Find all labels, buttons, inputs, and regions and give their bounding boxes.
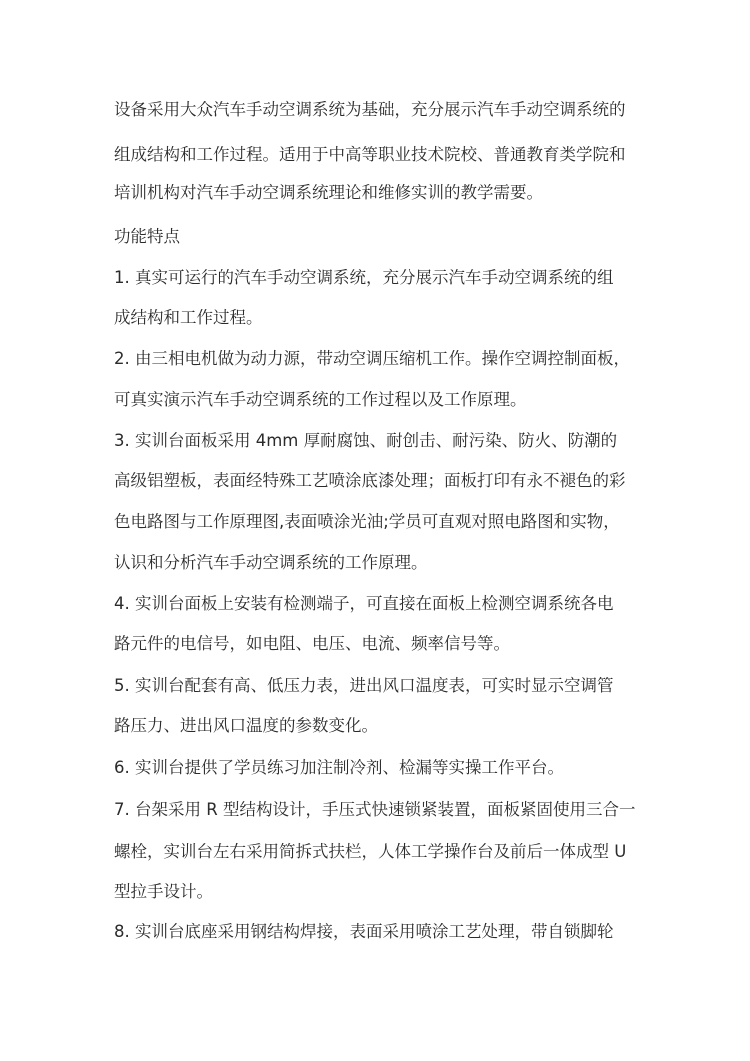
list-item-line: 型拉手设计。 [114,882,213,901]
list-item-line: 可真实演示汽车手动空调系统的工作过程以及工作原理。 [114,390,527,409]
text-line: 组成结构和工作过程。适用于中高等职业技术院校、普通教育类学院和 [114,145,626,164]
list-item-line: 3. 实训台面板采用 4mm 厚耐腐蚀、耐创击、耐污染、防火、防潮的 [114,431,618,450]
section-heading: 功能特点 [114,227,180,246]
list-item-line: 8. 实训台底座采用钢结构焊接，表面采用喷涂工艺处理，带自锁脚轮 [114,922,614,941]
list-item-line: 5. 实训台配套有高、低压力表，进出风口温度表，可实时显示空调管 [114,676,614,695]
list-item-line: 4. 实训台面板上安装有检测端子，可直接在面板上检测空调系统各电 [114,594,614,613]
list-item-line: 色电路图与工作原理图,表面喷涂光油;学员可直观对照电路图和实物， [114,512,620,531]
list-item-line: 2. 由三相电机做为动力源，带动空调压缩机工作。操作空调控制面板， [114,349,630,368]
list-item-line: 1. 真实可运行的汽车手动空调系统，充分展示汽车手动空调系统的组 [114,268,614,287]
text-line: 设备采用大众汽车手动空调系统为基础，充分展示汽车手动空调系统的 [114,100,626,119]
list-item-line: 螺栓，实训台左右采用简拆式扶栏，人体工学操作台及前后一体成型 U [114,842,627,861]
list-item-line: 成结构和工作过程。 [114,308,263,327]
text-line: 培训机构对汽车手动空调系统理论和维修实训的教学需要。 [114,183,543,202]
list-item-line: 路元件的电信号，如电阻、电压、电流、频率信号等。 [114,634,510,653]
list-item-line: 6. 实训台提供了学员练习加注制冷剂、检漏等实操工作平台。 [114,758,564,777]
list-item-line: 认识和分析汽车手动空调系统的工作原理。 [114,553,428,572]
list-item-line: 路压力、进出风口温度的参数变化。 [114,716,378,735]
list-item-line: 高级铝塑板，表面经特殊工艺喷涂底漆处理；面板打印有永不褪色的彩 [114,471,626,490]
list-item-line: 7. 台架采用 R 型结构设计，手压式快速锁紧装置，面板紧固使用三合一 [114,800,636,819]
